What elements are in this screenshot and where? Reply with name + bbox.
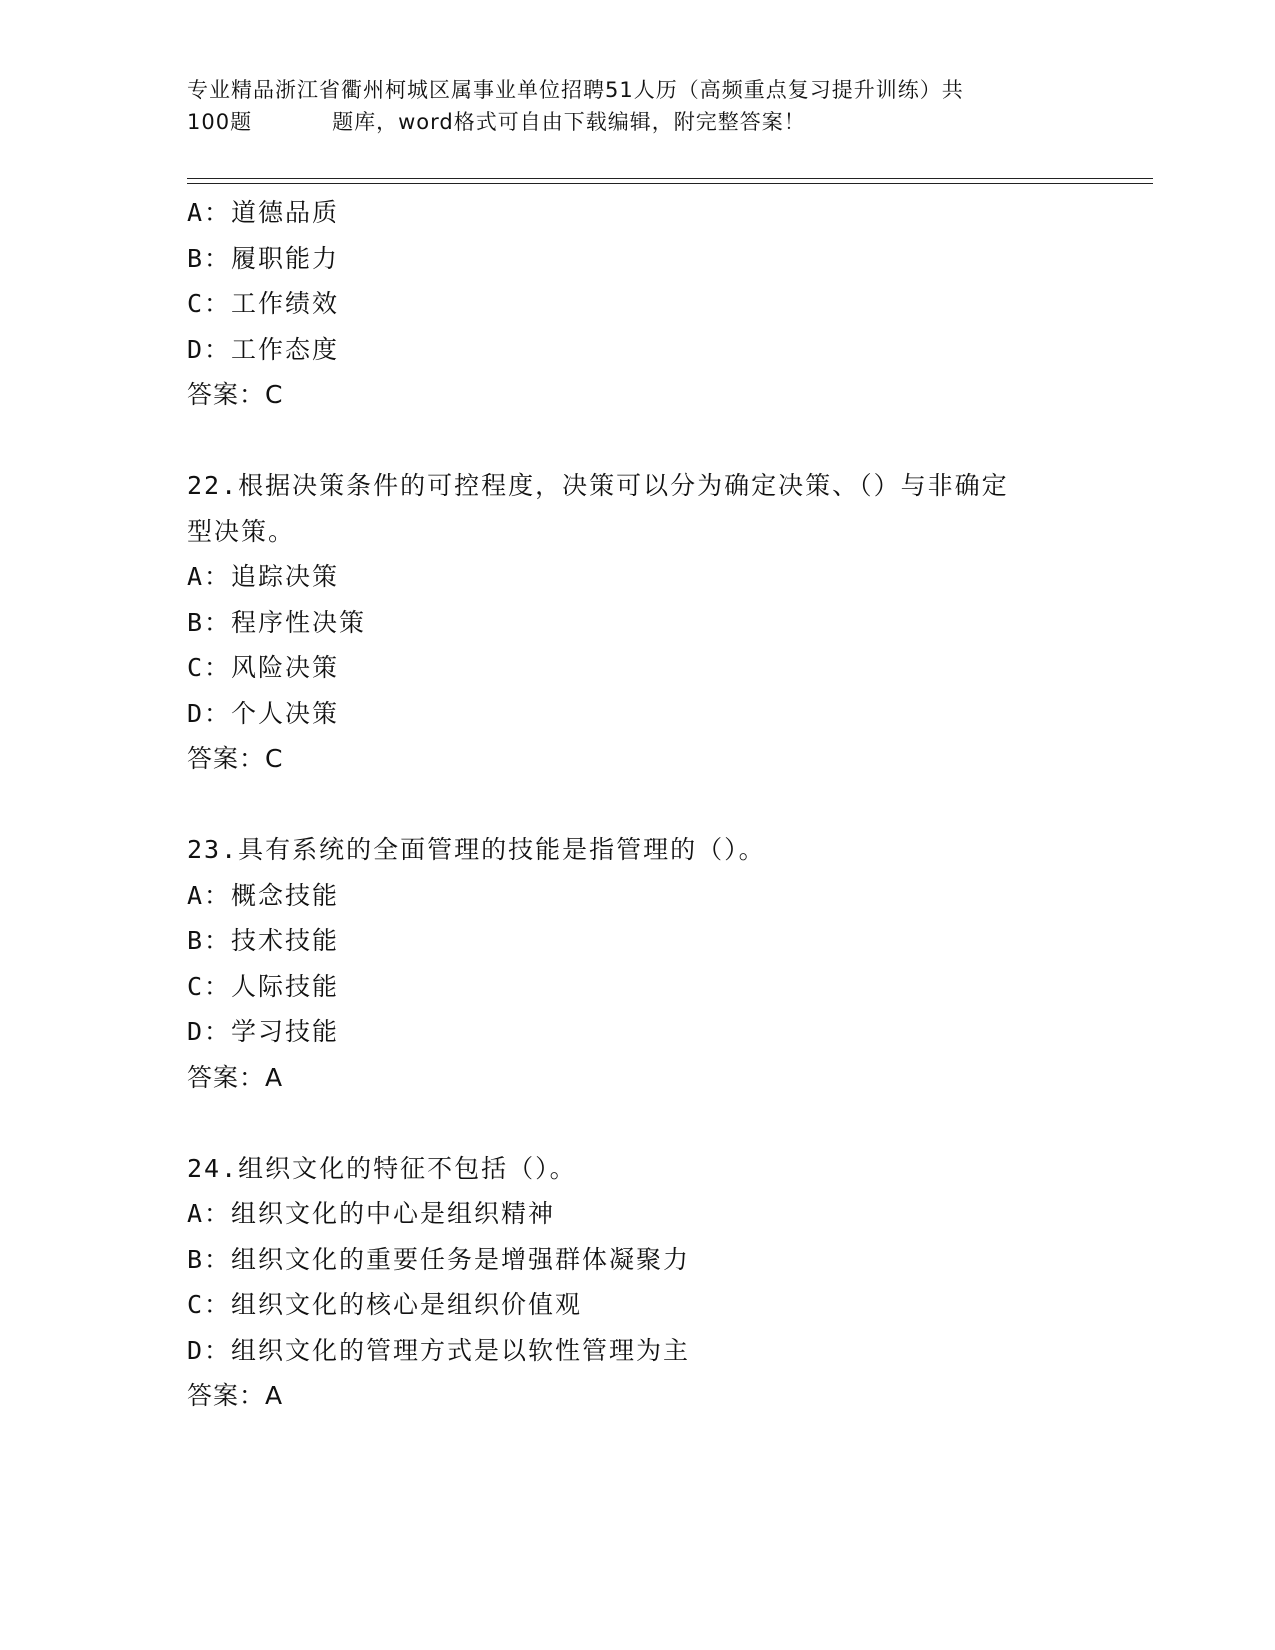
question-content bbox=[187, 190, 1147, 1419]
option-c: C：组织文化的核心是组织价值观 bbox=[187, 1290, 583, 1319]
option-b: B：技术技能 bbox=[187, 926, 340, 955]
option-c: C：人际技能 bbox=[187, 971, 340, 1001]
option-d: D：学习技能 bbox=[187, 1017, 340, 1046]
header-divider-top bbox=[187, 178, 1153, 179]
option-b: B：组织文化的重要任务是增强群体凝聚力 bbox=[187, 1244, 691, 1274]
question-stem-continued: 型决策。 bbox=[187, 516, 296, 546]
option-d: D：工作态度 bbox=[187, 334, 340, 364]
question-23 bbox=[187, 827, 1147, 1100]
header-title-line1: 专业精品浙江省衢州柯城区属事业单位招聘51人历（高频重点复习提升训练）共 bbox=[187, 78, 964, 102]
question-stem: 24.组织文化的特征不包括（）。 bbox=[187, 1153, 577, 1183]
option-c: C：风险决策 bbox=[187, 653, 340, 682]
page-header bbox=[187, 74, 1087, 138]
answer: 答案：C bbox=[187, 744, 284, 773]
header-subtitle: 题库，word格式可自由下载编辑，附完整答案！ bbox=[332, 110, 806, 134]
option-d: D：个人决策 bbox=[187, 698, 340, 728]
header-divider-bottom bbox=[187, 183, 1153, 184]
question-stem: 23.具有系统的全面管理的技能是指管理的（）。 bbox=[187, 835, 766, 864]
option-b: B：程序性决策 bbox=[187, 607, 367, 637]
answer: 答案：C bbox=[187, 380, 284, 409]
question-24 bbox=[187, 1146, 1147, 1419]
option-d: D：组织文化的管理方式是以软性管理为主 bbox=[187, 1335, 691, 1365]
header-question-count: 100题 bbox=[187, 110, 253, 134]
question-22 bbox=[187, 463, 1147, 782]
option-a: A：追踪决策 bbox=[187, 562, 340, 591]
question-21 bbox=[187, 190, 1147, 418]
option-c: C：工作绩效 bbox=[187, 289, 340, 318]
answer: 答案：A bbox=[187, 1381, 284, 1410]
header-title-line2 bbox=[187, 106, 1087, 138]
option-a: A：道德品质 bbox=[187, 198, 340, 227]
option-a: A：组织文化的中心是组织精神 bbox=[187, 1199, 556, 1228]
answer: 答案：A bbox=[187, 1062, 284, 1092]
option-a: A：概念技能 bbox=[187, 880, 340, 910]
option-b: B：履职能力 bbox=[187, 243, 340, 273]
question-stem: 22.根据决策条件的可控程度，决策可以分为确定决策、（）与非确定 bbox=[187, 471, 1009, 500]
